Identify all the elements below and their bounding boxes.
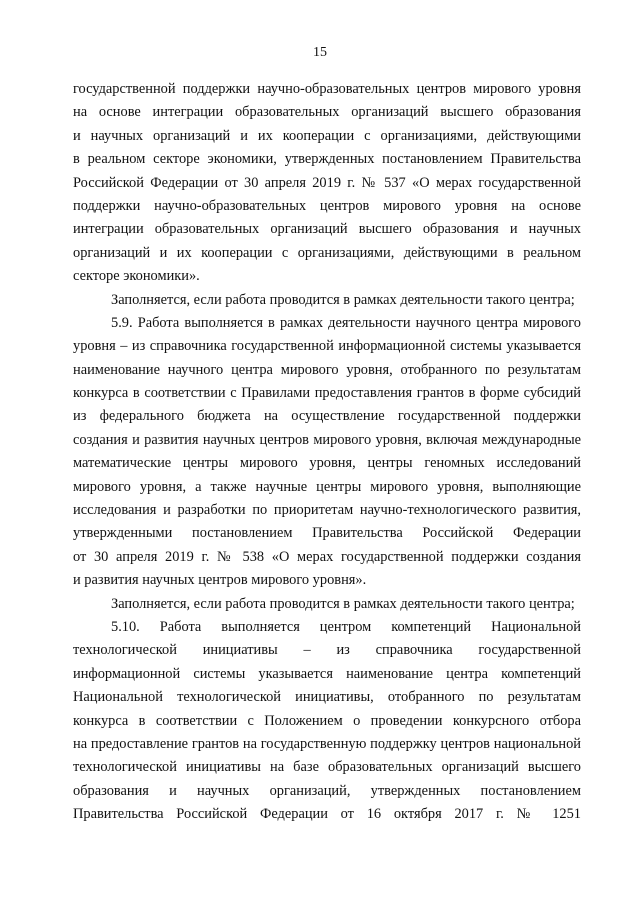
text-line: организаций и их кооперации с организациями, действующими в реальном — [73, 244, 581, 261]
text-line: мирового уровня, а также научные центры мирового уровня, выполняющие — [73, 478, 581, 495]
text-line: от 30 апреля 2019 г. № 538 «О мерах государственной поддержки создания — [73, 548, 581, 565]
text-line: утвержденными постановлением Правительства Российской Федерации — [73, 525, 581, 542]
text-line: Национальной технологической инициативы, отобранного по результатам — [73, 689, 581, 706]
text-line: Правительства Российской Федерации от 16 октября 2017 г. № 1251 — [73, 806, 581, 823]
text-line: уровня – из справочника государственной информационной системы указывается — [73, 338, 581, 355]
text-line: технологической инициативы – из справочника государственной — [73, 642, 581, 659]
text-line: информационной системы указывается наименование центра компетенций — [73, 665, 581, 682]
page-number: 15 — [313, 45, 327, 60]
text-line: в реальном секторе экономики, утвержденных постановлением Правительства — [73, 151, 581, 168]
text-line: Заполняется, если работа проводится в рамках деятельности такого центра; — [111, 291, 575, 308]
text-line: секторе экономики». — [73, 268, 200, 285]
text-line: исследования и разработки по приоритетам научно-технологического развития, — [73, 502, 581, 519]
text-line: и научных организаций и их кооперации с организациями, действующими — [73, 127, 581, 144]
text-line: образования и научных организаций, утвержденных постановлением — [73, 782, 581, 799]
text-line: 5.10. Работа выполняется центром компетенций Национальной — [111, 618, 581, 635]
text-line: конкурса в соответствии с Положением о проведении конкурсного отбора — [73, 712, 581, 729]
text-line: наименование научного центра мирового уровня, отобранного по результатам — [73, 361, 581, 378]
text-line: создания и развития научных центров мирового уровня, включая международные — [73, 431, 581, 448]
text-line: из федерального бюджета на осуществление государственной поддержки — [73, 408, 581, 425]
text-line: государственной поддержки научно-образовательных центров мирового уровня — [73, 81, 581, 97]
text-line: и развития научных центров мирового уровня». — [73, 572, 367, 589]
text-line: на предоставление грантов на государственную поддержку центров национальной — [73, 735, 581, 752]
text-line: интеграции образовательных организаций высшего образования и научных — [73, 221, 581, 238]
text-line: конкурса в соответствии с Правилами предоставления грантов в форме субсидий — [73, 385, 581, 402]
body-text — [73, 78, 581, 827]
text-line: поддержки научно-образовательных центров мирового уровня на основе — [73, 197, 581, 214]
text-line: 5.9. Работа выполняется в рамках деятельности научного центра мирового — [111, 314, 581, 331]
text-line: Российской Федерации от 30 апреля 2019 г. № 537 «О мерах государственной — [73, 174, 581, 191]
text-line: Заполняется, если работа проводится в рамках деятельности такого центра; — [111, 595, 575, 612]
text-line: на основе интеграции образовательных организаций высшего образования — [73, 104, 581, 121]
text-line: математические центры мирового уровня, центры геномных исследований — [73, 455, 581, 472]
text-line: технологической инициативы на базе образовательных организаций высшего — [73, 759, 581, 776]
